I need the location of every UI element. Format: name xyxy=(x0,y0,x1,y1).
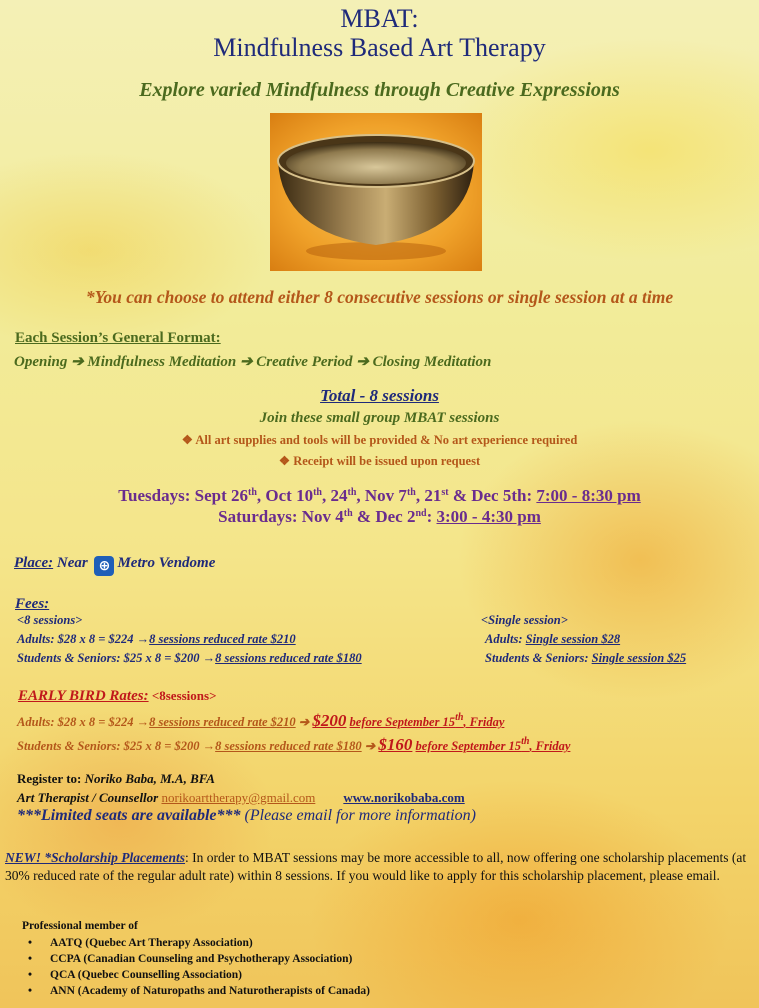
place-line xyxy=(14,555,215,576)
diamond-bullet-icon: ❖ xyxy=(278,454,294,468)
member-name: CCPA (Canadian Counseling and Psychotherapy Association) xyxy=(50,953,353,965)
fee-calc: Students & Seniors: $25 x 8 = $200 xyxy=(17,651,203,665)
list-item xyxy=(28,967,370,983)
bullet-item xyxy=(0,432,759,448)
schedule-text: & Dec 2 xyxy=(352,507,416,526)
metro-station: Metro Vendome xyxy=(117,555,216,571)
arrow-right-icon: → xyxy=(202,651,216,665)
professional-heading: Professional member of xyxy=(22,920,138,932)
format-flow xyxy=(14,352,491,371)
fee-calc: Students & Seniors: $25 x 8 = $200 xyxy=(17,739,203,753)
bullet-text: Receipt will be issued upon request xyxy=(293,454,481,468)
bullet-icon: • xyxy=(28,937,33,949)
member-name: AATQ (Quebec Art Therapy Association) xyxy=(50,937,253,949)
scholarship-paragraph xyxy=(5,849,750,885)
list-item xyxy=(28,935,370,951)
diamond-bullet-icon: ❖ xyxy=(181,433,196,447)
early-bird-deadline xyxy=(349,712,505,729)
bullet-icon: • xyxy=(28,985,33,997)
membership-list xyxy=(28,935,370,999)
deadline-text: , Friday xyxy=(529,739,571,753)
arrow-right-icon: ➔ xyxy=(239,354,257,370)
early-bird-title: EARLY BIRD Rates: xyxy=(18,688,149,704)
list-item xyxy=(28,983,370,999)
students-reduced-rate: 8 sessions reduced rate $180 xyxy=(215,739,362,753)
fee-prefix: Students & Seniors: xyxy=(485,651,592,665)
eight-session-label: <8 sessions> xyxy=(17,613,83,627)
saturday-time: 3:00 - 4:30 pm xyxy=(436,507,541,526)
students-single-row xyxy=(485,651,686,666)
format-step-creative: Creative Period xyxy=(256,354,353,370)
email-link[interactable]: norikoarttherapy@gmail.com xyxy=(161,790,316,805)
singing-bowl-photo xyxy=(270,113,482,271)
metro-icon: ⊕ xyxy=(94,556,114,576)
schedule-text: Tuesdays: Sept 26 xyxy=(118,486,248,505)
join-text: Join these small group MBAT sessions xyxy=(259,410,500,426)
ordinal-suffix: th xyxy=(406,487,416,498)
adults-reduced-rate: 8 sessions reduced rate $210 xyxy=(149,632,296,646)
arrow-right-icon: ➔ xyxy=(71,354,88,370)
limited-seats: ***Limited seats are available*** xyxy=(17,807,241,824)
early-bird-student-price: $160 xyxy=(378,735,413,754)
tuesday-schedule xyxy=(0,486,759,506)
member-name: QCA (Quebec Counselling Association) xyxy=(50,969,243,981)
adults-reduced-rate: 8 sessions reduced rate $210 xyxy=(149,715,296,729)
deadline-text: before September 15 xyxy=(349,715,456,729)
schedule-text: , Nov 7 xyxy=(356,486,407,505)
total-sessions-heading: Total - 8 sessions xyxy=(320,386,439,405)
early-bird-adults-row xyxy=(17,711,504,731)
adults-single-rate: Single session $28 xyxy=(525,632,621,646)
ordinal-suffix: th xyxy=(343,508,353,519)
early-bird-note: <8sessions> xyxy=(148,688,217,703)
bullet-text: All art supplies and tools will be provided & No art experience required xyxy=(195,433,578,447)
arrow-right-icon: ➔ xyxy=(361,739,379,753)
fees-heading: Fees: xyxy=(15,596,50,612)
bullet-icon: • xyxy=(28,969,33,981)
format-step-meditation: Mindfulness Meditation xyxy=(87,354,237,370)
arrow-right-icon: ➔ xyxy=(356,354,373,370)
page-title-line1: MBAT: xyxy=(340,4,419,33)
adults-fee-row xyxy=(17,632,296,647)
students-single-rate: Single session $25 xyxy=(591,651,687,665)
ordinal-suffix: th xyxy=(521,736,530,747)
schedule-text: , 21 xyxy=(415,486,442,505)
ordinal-suffix: th xyxy=(455,712,464,723)
ordinal-suffix: st xyxy=(441,487,449,498)
arrow-right-icon: → xyxy=(202,739,216,753)
single-session-label: <Single session> xyxy=(481,613,568,627)
website-link[interactable]: www.norikobaba.com xyxy=(343,790,465,805)
deadline-text: before September 15 xyxy=(415,739,522,753)
students-fee-row xyxy=(17,651,362,666)
format-step-opening: Opening xyxy=(14,354,68,370)
page-subtitle: Explore varied Mindfulness through Creative Expressions xyxy=(139,79,620,101)
member-name: ANN (Academy of Naturopaths and Naturotherapists of Canada) xyxy=(50,985,370,997)
early-bird-deadline xyxy=(415,736,571,753)
place-label: Place: xyxy=(14,555,54,571)
therapist-name: Noriko Baba, M.A, BFA xyxy=(84,771,215,786)
ordinal-suffix: nd xyxy=(415,508,427,519)
schedule-text: , 24 xyxy=(322,486,348,505)
bullet-item xyxy=(0,453,759,469)
early-bird-students-row xyxy=(17,735,570,755)
students-reduced-rate: 8 sessions reduced rate $180 xyxy=(215,651,362,665)
saturday-schedule xyxy=(0,507,759,527)
limited-note: (Please email for more information) xyxy=(240,807,476,824)
schedule-text: , Oct 10 xyxy=(256,486,314,505)
arrow-right-icon: → xyxy=(136,632,150,646)
ordinal-suffix: th xyxy=(248,487,257,498)
deadline-text: , Friday xyxy=(463,715,505,729)
schedule-text: & Dec 5th: xyxy=(448,486,537,505)
format-step-closing: Closing Meditation xyxy=(372,354,492,370)
bullet-icon: • xyxy=(28,953,33,965)
early-bird-heading xyxy=(18,688,217,705)
list-item xyxy=(28,951,370,967)
adults-single-row xyxy=(485,632,620,647)
session-choice-note: *You can choose to attend either 8 consecutive sessions or single session at a time xyxy=(85,287,674,307)
register-label: Register to: xyxy=(17,771,85,786)
schedule-text: : xyxy=(426,507,437,526)
arrow-right-icon: ➔ xyxy=(295,715,313,729)
ordinal-suffix: th xyxy=(347,487,357,498)
register-line xyxy=(17,771,215,787)
format-heading: Each Session’s General Format: xyxy=(15,330,221,346)
scholarship-label: NEW! *Scholarship Placements xyxy=(5,850,186,865)
place-near: Near xyxy=(53,555,92,571)
schedule-text: Saturdays: Nov 4 xyxy=(218,507,344,526)
scholarship-text: : In order to MBAT sessions may be more accessible to all, now offering one scholarship placements (at 30% reduced rate of the regular adult rate) within 8 sessions. If you would like to apply for this scholarship placement, please email. xyxy=(5,850,747,883)
tuesday-time: 7:00 - 8:30 pm xyxy=(536,486,641,505)
ordinal-suffix: th xyxy=(313,487,322,498)
contact-line xyxy=(17,790,465,806)
arrow-right-icon: → xyxy=(136,715,150,729)
fee-prefix: Adults: xyxy=(485,632,526,646)
early-bird-adult-price: $200 xyxy=(312,711,347,730)
fee-calc: Adults: $28 x 8 = $224 xyxy=(17,715,137,729)
therapist-role: Art Therapist / Counsellor xyxy=(17,790,162,805)
page-title-line2: Mindfulness Based Art Therapy xyxy=(213,33,546,62)
limited-seats-line xyxy=(17,807,476,825)
fee-calc: Adults: $28 x 8 = $224 xyxy=(17,632,137,646)
